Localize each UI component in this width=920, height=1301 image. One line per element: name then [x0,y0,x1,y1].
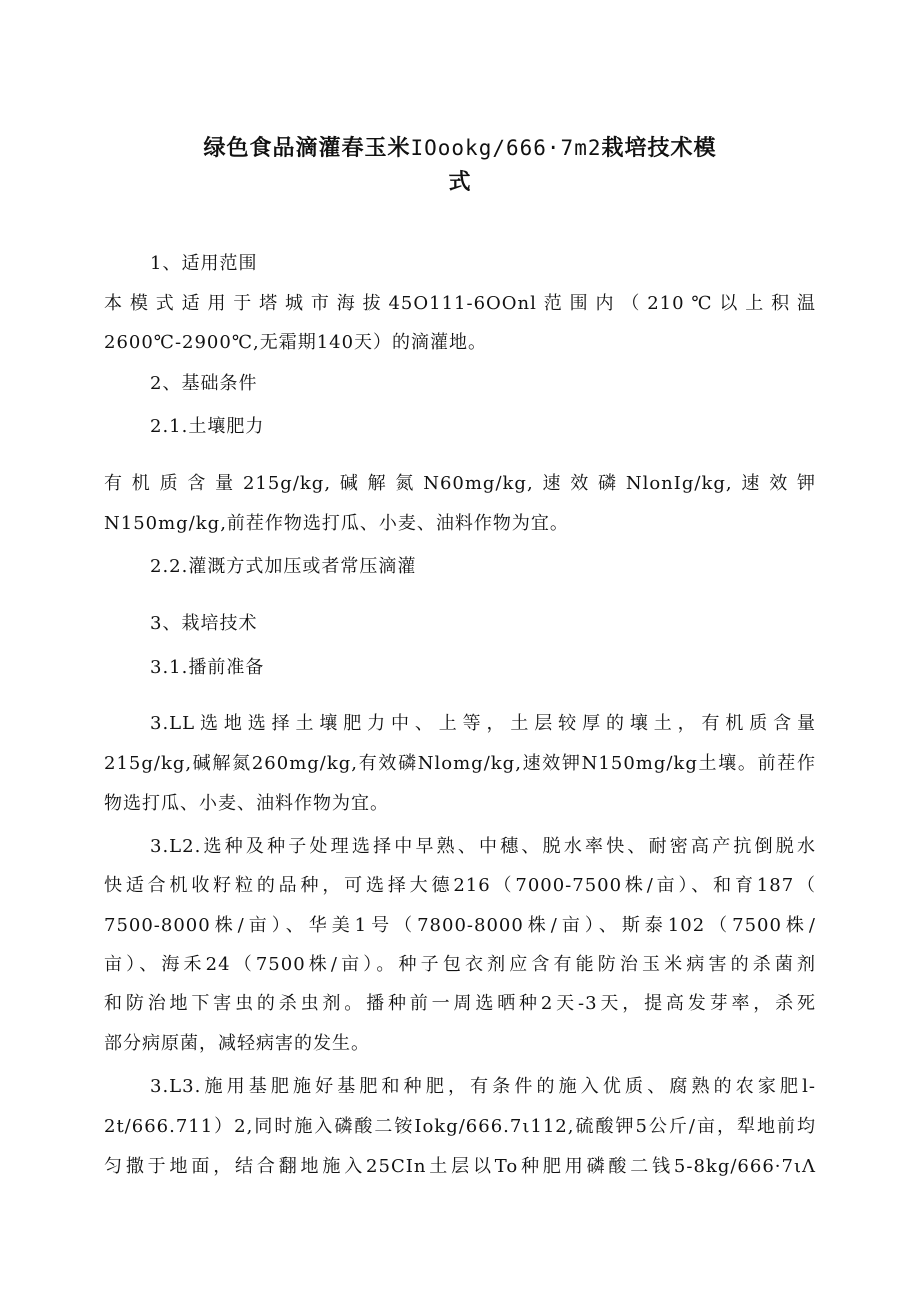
section-2-1-para-line-1: 有机质含量215g∕kg,碱解氮N60mg∕kg,速效磷NlonIg∕kg,速效钾 [104,473,816,494]
para-3-1-2-line-4: 亩）、海禾24（7500株/亩）。种子包衣剂应含有能防治玉米病害的杀菌剂 [104,954,816,975]
title-prefix: 绿色食品滴灌春玉米 [203,136,411,161]
para-3-1-3-line-1: 3.L3.施用基肥施好基肥和种肥，有条件的施入优质、腐熟的农家肥l- [150,1076,816,1097]
para-3-1-2-line-2: 快适合机收籽粒的品种，可选择大德216（7000-7500株/亩）、和育187（ [104,875,816,896]
para-3-1-3-line-2: 2t∕666.711）2,同时施入磷酸二铵Iokg/666.7ι112,硫酸钾5公斤/亩，犁地前均 [104,1116,816,1137]
para-3-1-1-line-2: 215g∕kg,碱解氮260mg∕kg,有效磷Nlomg∕kg,速效钾N150mg∕kg土壤。前茬作 [104,753,816,774]
section-2-1-para-line-2: N150mg∕kg,前茬作物选打瓜、小麦、油料作物为宜。 [104,513,569,534]
section-2-heading: 2、基础条件 [150,373,258,394]
para-3-1-1-line-3: 物选打瓜、小麦、油料作物为宜。 [104,793,389,814]
para-3-1-3-line-3: 匀撒于地面，结合翻地施入25CIn土层以To种肥用磷酸二钱5-8kg∕666·7ιΛ [104,1156,816,1177]
title-suffix: 栽培技术模 [601,136,717,161]
para-3-1-2-line-3: 7500-8000株/亩）、华美1号（7800-8000株/亩）、斯泰102（7500株/ [104,915,816,936]
para-3-1-1-line-1: 3.LL选地选择土壤肥力中、上等，土层较厚的壤土，有机质含量 [150,713,816,734]
document-title [100,131,820,200]
para-3-1-2-line-6: 部分病原菌，减轻病害的发生。 [104,1033,370,1054]
title-yield: IOookg∕666·7m2 [410,136,602,160]
para-3-1-2-line-1: 3.L2.选种及种子处理选择中早熟、中穗、脱水率快、耐密高产抗倒脱水 [150,836,816,857]
section-2-2-heading: 2.2.灌溉方式加压或者常压滴灌 [150,556,417,577]
title-line-2: 式 [448,170,472,195]
section-3-heading: 3、栽培技术 [150,613,258,634]
title-line-1 [100,131,820,166]
section-1-heading: 1、适用范围 [150,253,258,274]
section-2-1-heading: 2.1.土壤肥力 [150,416,265,437]
section-1-para-line-1: 本模式适用于塔城市海拔45O111-6OOnl范围内（210℃以上积温 [104,293,816,314]
section-3-1-heading: 3.1.播前准备 [150,657,265,678]
para-3-1-2-line-5: 和防治地下害虫的杀虫剂。播种前一周选晒种2天-3天，提高发芽率，杀死 [104,993,816,1014]
section-1-para-line-2: 2600℃-2900℃,无霜期140天）的滴灌地。 [104,332,488,353]
